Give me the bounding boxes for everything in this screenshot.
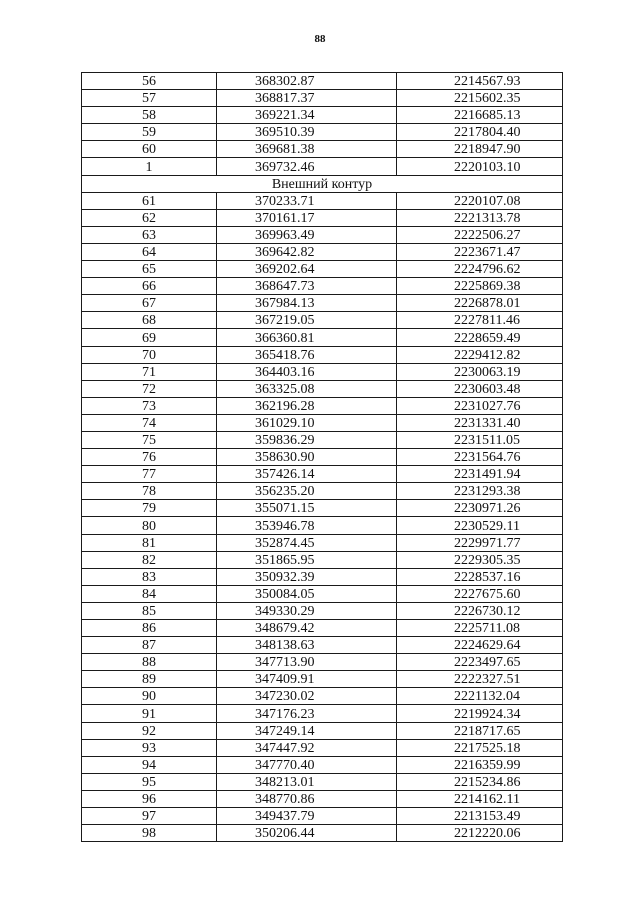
table-row (82, 517, 563, 534)
point-number-cell: 65 (82, 261, 217, 278)
table-row (82, 688, 563, 705)
point-number-cell: 84 (82, 585, 217, 602)
x-coordinate-cell: 348138.63 (217, 637, 397, 654)
y-coordinate-cell: 2229412.82 (397, 346, 563, 363)
table-row (82, 346, 563, 363)
table-row (82, 449, 563, 466)
table-row (82, 209, 563, 226)
point-number-cell: 63 (82, 226, 217, 243)
x-coordinate-cell: 361029.10 (217, 414, 397, 431)
point-number-cell: 86 (82, 620, 217, 637)
table-row (82, 773, 563, 790)
point-number-cell: 94 (82, 756, 217, 773)
point-number-cell: 1 (82, 158, 217, 175)
table-row (82, 397, 563, 414)
y-coordinate-cell: 2220103.10 (397, 158, 563, 175)
table-row (82, 278, 563, 295)
table-row (82, 466, 563, 483)
x-coordinate-cell: 369732.46 (217, 158, 397, 175)
table-row (82, 739, 563, 756)
x-coordinate-cell: 367219.05 (217, 312, 397, 329)
table-row (82, 722, 563, 739)
point-number-cell: 74 (82, 414, 217, 431)
y-coordinate-cell: 2222327.51 (397, 671, 563, 688)
y-coordinate-cell: 2216359.99 (397, 756, 563, 773)
y-coordinate-cell: 2213153.49 (397, 808, 563, 825)
y-coordinate-cell: 2224629.64 (397, 637, 563, 654)
x-coordinate-cell: 348679.42 (217, 620, 397, 637)
point-number-cell: 61 (82, 192, 217, 209)
table-row (82, 414, 563, 431)
y-coordinate-cell: 2230603.48 (397, 380, 563, 397)
table-row (82, 329, 563, 346)
table-row (82, 620, 563, 637)
x-coordinate-cell: 364403.16 (217, 363, 397, 380)
table-row (82, 380, 563, 397)
table-row (82, 90, 563, 107)
x-coordinate-cell: 369681.38 (217, 141, 397, 158)
y-coordinate-cell: 2227811.46 (397, 312, 563, 329)
y-coordinate-cell: 2215234.86 (397, 773, 563, 790)
point-number-cell: 78 (82, 483, 217, 500)
table-row (82, 226, 563, 243)
y-coordinate-cell: 2231027.76 (397, 397, 563, 414)
y-coordinate-cell: 2223671.47 (397, 243, 563, 260)
table-row (82, 124, 563, 141)
x-coordinate-cell: 347447.92 (217, 739, 397, 756)
y-coordinate-cell: 2214162.11 (397, 790, 563, 807)
y-coordinate-cell: 2218947.90 (397, 141, 563, 158)
point-number-cell: 98 (82, 825, 217, 842)
x-coordinate-cell: 350932.39 (217, 568, 397, 585)
point-number-cell: 73 (82, 397, 217, 414)
table-row (82, 483, 563, 500)
y-coordinate-cell: 2219924.34 (397, 705, 563, 722)
x-coordinate-cell: 350206.44 (217, 825, 397, 842)
y-coordinate-cell: 2216685.13 (397, 107, 563, 124)
point-number-cell: 79 (82, 500, 217, 517)
x-coordinate-cell: 349330.29 (217, 602, 397, 619)
x-coordinate-cell: 369510.39 (217, 124, 397, 141)
point-number-cell: 80 (82, 517, 217, 534)
x-coordinate-cell: 359836.29 (217, 431, 397, 448)
y-coordinate-cell: 2220107.08 (397, 192, 563, 209)
coordinates-table (81, 72, 563, 842)
table-row (82, 261, 563, 278)
table-row (82, 790, 563, 807)
x-coordinate-cell: 349437.79 (217, 808, 397, 825)
point-number-cell: 90 (82, 688, 217, 705)
x-coordinate-cell: 347770.40 (217, 756, 397, 773)
section-label: Внешний контур (82, 175, 563, 192)
point-number-cell: 68 (82, 312, 217, 329)
y-coordinate-cell: 2225869.38 (397, 278, 563, 295)
point-number-cell: 72 (82, 380, 217, 397)
x-coordinate-cell: 365418.76 (217, 346, 397, 363)
y-coordinate-cell: 2224796.62 (397, 261, 563, 278)
point-number-cell: 66 (82, 278, 217, 295)
point-number-cell: 59 (82, 124, 217, 141)
x-coordinate-cell: 369221.34 (217, 107, 397, 124)
y-coordinate-cell: 2215602.35 (397, 90, 563, 107)
x-coordinate-cell: 352874.45 (217, 534, 397, 551)
x-coordinate-cell: 363325.08 (217, 380, 397, 397)
y-coordinate-cell: 2226730.12 (397, 602, 563, 619)
point-number-cell: 76 (82, 449, 217, 466)
table-row (82, 363, 563, 380)
y-coordinate-cell: 2218717.65 (397, 722, 563, 739)
point-number-cell: 64 (82, 243, 217, 260)
y-coordinate-cell: 2229305.35 (397, 551, 563, 568)
table-row (82, 73, 563, 90)
x-coordinate-cell: 347249.14 (217, 722, 397, 739)
x-coordinate-cell: 351865.95 (217, 551, 397, 568)
table-row (82, 671, 563, 688)
point-number-cell: 97 (82, 808, 217, 825)
y-coordinate-cell: 2217525.18 (397, 739, 563, 756)
y-coordinate-cell: 2225711.08 (397, 620, 563, 637)
x-coordinate-cell: 362196.28 (217, 397, 397, 414)
y-coordinate-cell: 2231331.40 (397, 414, 563, 431)
point-number-cell: 83 (82, 568, 217, 585)
y-coordinate-cell: 2228659.49 (397, 329, 563, 346)
x-coordinate-cell: 369202.64 (217, 261, 397, 278)
y-coordinate-cell: 2226878.01 (397, 295, 563, 312)
y-coordinate-cell: 2217804.40 (397, 124, 563, 141)
table-row (82, 500, 563, 517)
x-coordinate-cell: 356235.20 (217, 483, 397, 500)
point-number-cell: 57 (82, 90, 217, 107)
x-coordinate-cell: 348213.01 (217, 773, 397, 790)
point-number-cell: 88 (82, 654, 217, 671)
x-coordinate-cell: 350084.05 (217, 585, 397, 602)
table-row (82, 431, 563, 448)
x-coordinate-cell: 368302.87 (217, 73, 397, 90)
point-number-cell: 77 (82, 466, 217, 483)
table-row (82, 312, 563, 329)
point-number-cell: 85 (82, 602, 217, 619)
x-coordinate-cell: 353946.78 (217, 517, 397, 534)
point-number-cell: 91 (82, 705, 217, 722)
point-number-cell: 96 (82, 790, 217, 807)
point-number-cell: 60 (82, 141, 217, 158)
section-header (82, 175, 563, 192)
table-row (82, 534, 563, 551)
x-coordinate-cell: 368817.37 (217, 90, 397, 107)
coordinates-rows-inner (82, 73, 563, 176)
point-number-cell: 89 (82, 671, 217, 688)
y-coordinate-cell: 2212220.06 (397, 825, 563, 842)
x-coordinate-cell: 366360.81 (217, 329, 397, 346)
table-row (82, 141, 563, 158)
table-row (82, 568, 563, 585)
table-row (82, 107, 563, 124)
x-coordinate-cell: 347409.91 (217, 671, 397, 688)
table-row (82, 756, 563, 773)
y-coordinate-cell: 2231491.94 (397, 466, 563, 483)
point-number-cell: 58 (82, 107, 217, 124)
y-coordinate-cell: 2214567.93 (397, 73, 563, 90)
page-number: 88 (314, 33, 326, 45)
y-coordinate-cell: 2221313.78 (397, 209, 563, 226)
point-number-cell: 69 (82, 329, 217, 346)
y-coordinate-cell: 2231293.38 (397, 483, 563, 500)
x-coordinate-cell: 369642.82 (217, 243, 397, 260)
table-row (82, 551, 563, 568)
point-number-cell: 81 (82, 534, 217, 551)
table-row (82, 585, 563, 602)
x-coordinate-cell: 347713.90 (217, 654, 397, 671)
y-coordinate-cell: 2223497.65 (397, 654, 563, 671)
point-number-cell: 62 (82, 209, 217, 226)
x-coordinate-cell: 370233.71 (217, 192, 397, 209)
x-coordinate-cell: 355071.15 (217, 500, 397, 517)
point-number-cell: 71 (82, 363, 217, 380)
y-coordinate-cell: 2221132.04 (397, 688, 563, 705)
table-row (82, 705, 563, 722)
table-row (82, 808, 563, 825)
x-coordinate-cell: 347230.02 (217, 688, 397, 705)
x-coordinate-cell: 358630.90 (217, 449, 397, 466)
y-coordinate-cell: 2229971.77 (397, 534, 563, 551)
x-coordinate-cell: 370161.17 (217, 209, 397, 226)
point-number-cell: 93 (82, 739, 217, 756)
point-number-cell: 70 (82, 346, 217, 363)
x-coordinate-cell: 367984.13 (217, 295, 397, 312)
table-row (82, 295, 563, 312)
coordinates-rows-outer (82, 192, 563, 842)
point-number-cell: 67 (82, 295, 217, 312)
table-row (82, 654, 563, 671)
table-row (82, 192, 563, 209)
point-number-cell: 75 (82, 431, 217, 448)
y-coordinate-cell: 2230971.26 (397, 500, 563, 517)
y-coordinate-cell: 2231511.05 (397, 431, 563, 448)
section-row (82, 175, 563, 192)
y-coordinate-cell: 2228537.16 (397, 568, 563, 585)
point-number-cell: 82 (82, 551, 217, 568)
y-coordinate-cell: 2231564.76 (397, 449, 563, 466)
x-coordinate-cell: 368647.73 (217, 278, 397, 295)
table-row (82, 637, 563, 654)
table-row (82, 825, 563, 842)
y-coordinate-cell: 2222506.27 (397, 226, 563, 243)
y-coordinate-cell: 2227675.60 (397, 585, 563, 602)
y-coordinate-cell: 2230063.19 (397, 363, 563, 380)
y-coordinate-cell: 2230529.11 (397, 517, 563, 534)
point-number-cell: 95 (82, 773, 217, 790)
point-number-cell: 56 (82, 73, 217, 90)
x-coordinate-cell: 348770.86 (217, 790, 397, 807)
point-number-cell: 87 (82, 637, 217, 654)
x-coordinate-cell: 347176.23 (217, 705, 397, 722)
table-row (82, 602, 563, 619)
x-coordinate-cell: 369963.49 (217, 226, 397, 243)
point-number-cell: 92 (82, 722, 217, 739)
x-coordinate-cell: 357426.14 (217, 466, 397, 483)
table-row (82, 243, 563, 260)
table-row (82, 158, 563, 175)
